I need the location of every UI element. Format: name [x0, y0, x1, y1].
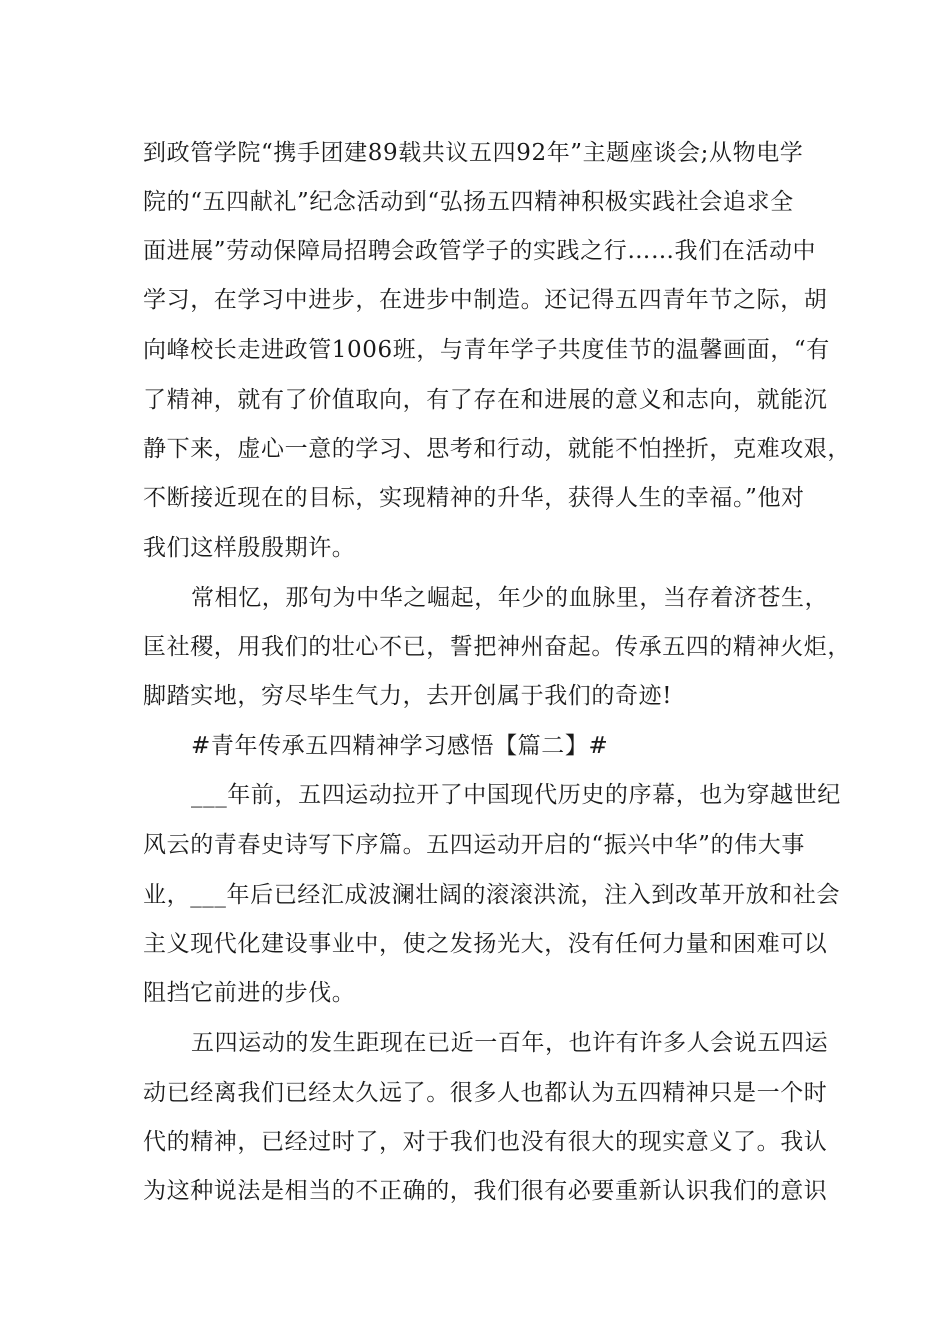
paragraph-2-line-3: 脚踏实地，穷尽毕生气力，去开创属于我们的奇迹!: [143, 683, 673, 709]
paragraph-1-line-6: 了精神，就有了价值取向，有了存在和进展的意义和志向，就能沉: [143, 387, 828, 413]
paragraph-4-line-3: 代的精神，已经过时了，对于我们也没有很大的现实意义了。我认: [143, 1129, 828, 1155]
paragraph-3-line-5: 阻挡它前进的步伐。: [143, 980, 356, 1006]
paragraph-1-line-4: 学习，在学习中进步，在进步中制造。还记得五四青年节之际，胡: [143, 287, 828, 313]
paragraph-2-line-1: 常相忆，那句为中华之崛起，年少的血脉里，当存着济苍生，: [191, 585, 829, 611]
paragraph-3-line-4: 主义现代化建设事业中，使之发扬光大，没有任何力量和困难可以: [143, 931, 828, 957]
paragraph-4-line-4: 为这种说法是相当的不正确的，我们很有必要重新认识我们的意识: [143, 1178, 828, 1204]
paragraph-1-line-1: 到政管学院“携手团建89载共议五四92年”主题座谈会;从物电学: [143, 140, 804, 166]
section-heading: #青年传承五四精神学习感悟【篇二】#: [191, 733, 609, 759]
paragraph-3-line-2: 风云的青春史诗写下序篇。五四运动开启的“振兴中华”的伟大事: [143, 832, 805, 858]
paragraph-1-line-9: 我们这样殷殷期许。: [143, 535, 356, 561]
paragraph-3-line-1: ___年前，五四运动拉开了中国现代历史的序幕，也为穿越世纪: [191, 782, 841, 808]
paragraph-1-line-5: 向峰校长走进政管1006班，与青年学子共度佳节的温馨画面，“有: [143, 337, 830, 363]
paragraph-4-line-1: 五四运动的发生距现在已近一百年，也许有许多人会说五四运: [191, 1030, 829, 1056]
paragraph-2-line-2: 匡社稷，用我们的壮心不已，誓把神州奋起。传承五四的精神火炬，: [143, 634, 851, 660]
paragraph-1-line-8: 不断接近现在的目标，实现精神的升华，获得人生的幸福。”他对: [143, 485, 805, 511]
paragraph-3-line-3: 业，___年后已经汇成波澜壮阔的滚滚洪流，注入到改革开放和社会: [143, 882, 841, 908]
paragraph-1-line-7: 静下来，虚心一意的学习、思考和行动，就能不怕挫折，克难攻艰，: [143, 436, 851, 462]
paragraph-4-line-2: 动已经离我们已经太久远了。很多人也都认为五四精神只是一个时: [143, 1080, 828, 1106]
paragraph-1-line-3: 面进展”劳动保障局招聘会政管学子的实践之行……我们在活动中: [143, 238, 817, 264]
paragraph-1-line-2: 院的“五四献礼”纪念活动到“弘扬五四精神积极实践社会追求全: [143, 189, 794, 215]
